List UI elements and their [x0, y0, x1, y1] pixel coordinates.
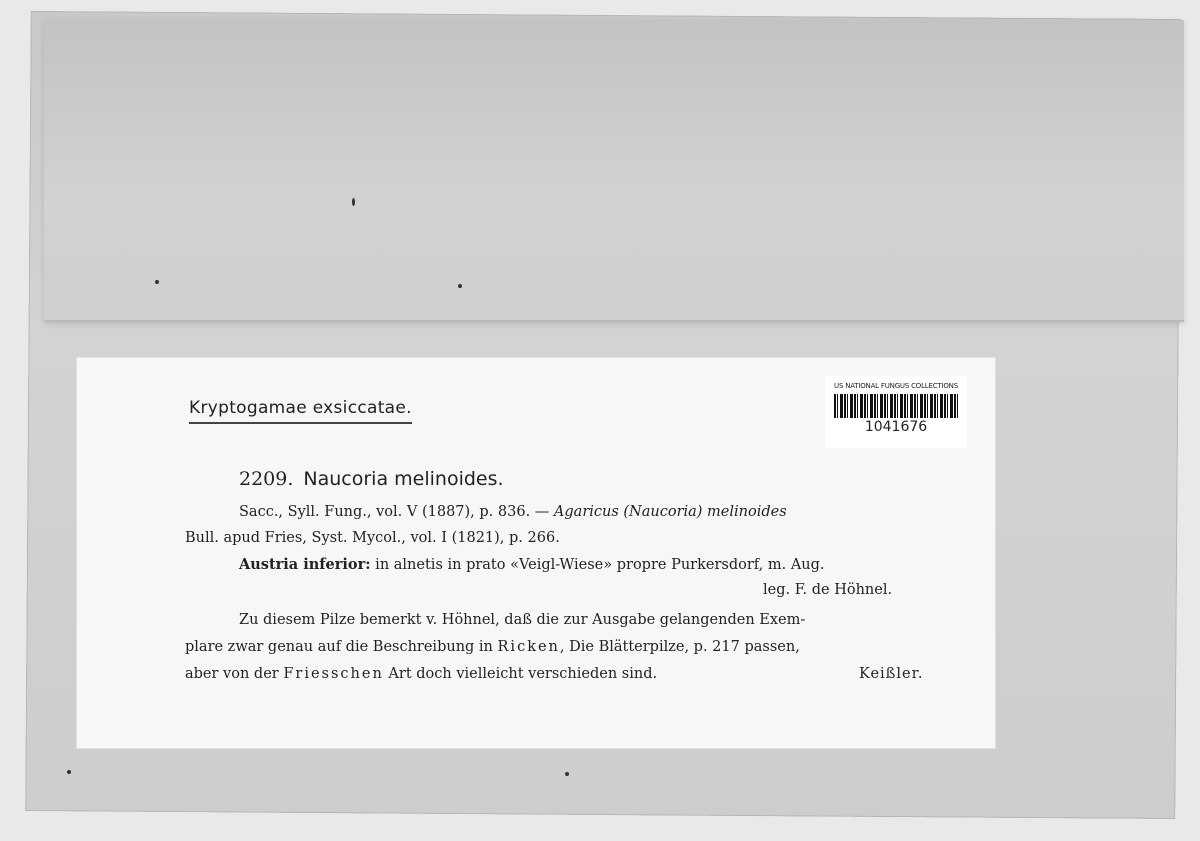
specimen-label [77, 358, 995, 748]
note-text: plare zwar genau auf die Beschreibung in [185, 639, 498, 655]
locality-line [239, 556, 825, 573]
label-author: Keißler. [859, 666, 924, 682]
note-author-ricken: Ricken [497, 639, 560, 655]
barcode-icon [834, 394, 958, 418]
entry-title [239, 468, 504, 490]
speck [155, 280, 159, 284]
locality-text: in alnetis in prato «Veigl-Wiese» propre Purkersdorf, m. Aug. [370, 557, 825, 573]
series-title: Kryptogamae exsiccatae. [189, 398, 412, 424]
packet-flap [44, 20, 1184, 322]
note-line-1: Zu diesem Pilze bemerkt v. Höhnel, daß die zur Ausgabe gelangenden Exem- [239, 612, 806, 628]
citation-line-2: Bull. apud Fries, Syst. Mycol., vol. I (1821), p. 266. [185, 530, 560, 546]
note-line-2 [185, 639, 800, 655]
speck [352, 198, 355, 206]
speck [565, 772, 569, 776]
speck [458, 284, 462, 288]
note-line-3 [185, 666, 657, 682]
entry-number: 2209. [239, 468, 294, 490]
species-name: Naucoria melinoides. [303, 468, 504, 490]
note-author-fries: Friesschen [283, 666, 384, 682]
citation-text: Sacc., Syll. Fung., vol. V (1887), p. 836. — [239, 504, 554, 520]
barcode-number: 1041676 [864, 419, 928, 435]
locality-region: Austria inferior: [239, 556, 371, 573]
citation-line-1 [239, 504, 787, 520]
note-text: Art doch vielleicht verschieden sind. [383, 666, 658, 682]
citation-basionym: Agaricus (Naucoria) melinoides [553, 504, 787, 520]
note-text: , Die Blätterpilze, p. 217 passen, [559, 639, 800, 655]
speck [67, 770, 71, 774]
collector: leg. F. de Höhnel. [763, 582, 893, 598]
note-text: aber von der [185, 666, 284, 682]
barcode-caption: US NATIONAL FUNGUS COLLECTIONS [834, 382, 958, 390]
barcode-label [825, 376, 967, 448]
